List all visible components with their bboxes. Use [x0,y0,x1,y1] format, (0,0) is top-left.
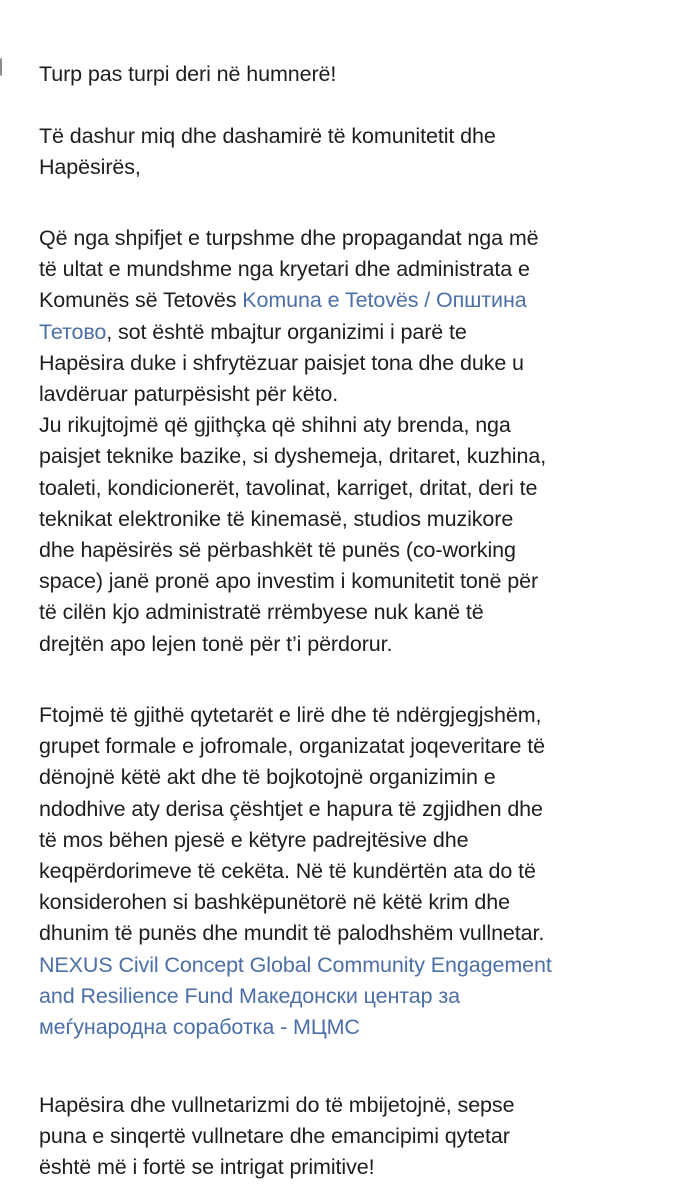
text-segment: Komunës së Tetovës [39,288,243,313]
municipality-tetovo-link-continued[interactable]: Тетово [39,319,107,344]
text-line: lavdëruar paturpësisht për këto. [39,382,339,407]
text-line: të cilën kjo administratë rrëmbyese nuk kanë të [39,600,484,625]
text-line: të mos bëhen pjesë e këtyre padrejtësive dhe [39,827,469,852]
edge-bracket-mark [0,58,6,76]
text-line: toaleti, kondicionerët, tavolinat, karriget, dritat, deri te [39,475,538,500]
text-line [39,317,546,348]
tagged-organizations-link[interactable]: NEXUS Civil Concept Global Community Engagement [39,952,552,977]
text-line: konsiderohen si bashkëpunëtorë në këtë krim dhe [39,890,510,915]
text-line: Ftojmë të gjithë qytetarët e lirë dhe të ndërgjegjshëm, [39,703,542,727]
post-title [39,59,336,90]
text-line: dhunim të punës dhe mundit të palodhshëm vullnetar. [39,921,545,946]
municipality-tetovo-link[interactable]: Komuna e Tetovës / Општина [242,288,527,313]
text-line: dhe hapësirës së përbashkët të punës (co-working [39,538,516,563]
call-to-action-paragraph [39,700,552,1043]
text-line: ndodhive aty derisa çështjet e hapura të zgjidhen dhe [39,796,543,821]
tagged-organizations-link[interactable]: and Resilience Fund Македонски центар за [39,983,460,1008]
text-line: Që nga shpifjet e turpshme dhe propagandat nga më [39,226,539,250]
text-line: Ju rikujtojmë që gjithçka që shihni aty brenda, nga [39,413,511,438]
text-line: keqpërdorimeve të cekëta. Në të kundërtën ata do të [39,859,536,884]
title-line: Turp pas turpi deri në humnerë! [39,62,337,86]
text-line: puna e sinqertë vullnetare dhe emancipimi qytetar [39,1124,510,1149]
text-line [39,285,546,316]
text-segment: , sot është mbajtur organizimi i parë te [106,319,467,344]
statement-paragraph [39,223,546,660]
text-line: të ultat e mundshme nga kryetari dhe administrata e [39,257,530,282]
text-line: Hapësira duke i shfrytëzuar paisjet tona dhe duke u [39,350,524,375]
text-line: Hapësira dhe vullnetarizmi do të mbijetojnë, sepse [39,1093,515,1117]
greeting-line-1: Të dashur miq dhe dashamirë të komunitetit dhe [39,124,496,148]
text-line: dënojnë këtë akt dhe të bojkotojnë organizimin e [39,765,496,790]
text-line: grupet formale e jofromale, organizatat joqeveritare të [39,734,545,759]
greeting-line-2: Hapësirës, [39,155,141,180]
greeting-paragraph [39,121,496,183]
closing-paragraph [39,1090,514,1184]
text-line: paisjet teknike bazike, si dyshemeja, dritaret, kuzhina, [39,444,547,469]
text-line: është më i fortë se intrigat primitive! [39,1155,375,1180]
text-line: drejtën apo lejen tonë për t’i përdorur. [39,631,393,656]
text-line: space) janë pronë apo investim i komunitetit tonë për [39,569,539,594]
text-line: teknikat elektronike të kinemasë, studios muzikore [39,506,514,531]
tagged-organizations-link[interactable]: меѓународна соработка - МЦМС [39,1015,360,1040]
